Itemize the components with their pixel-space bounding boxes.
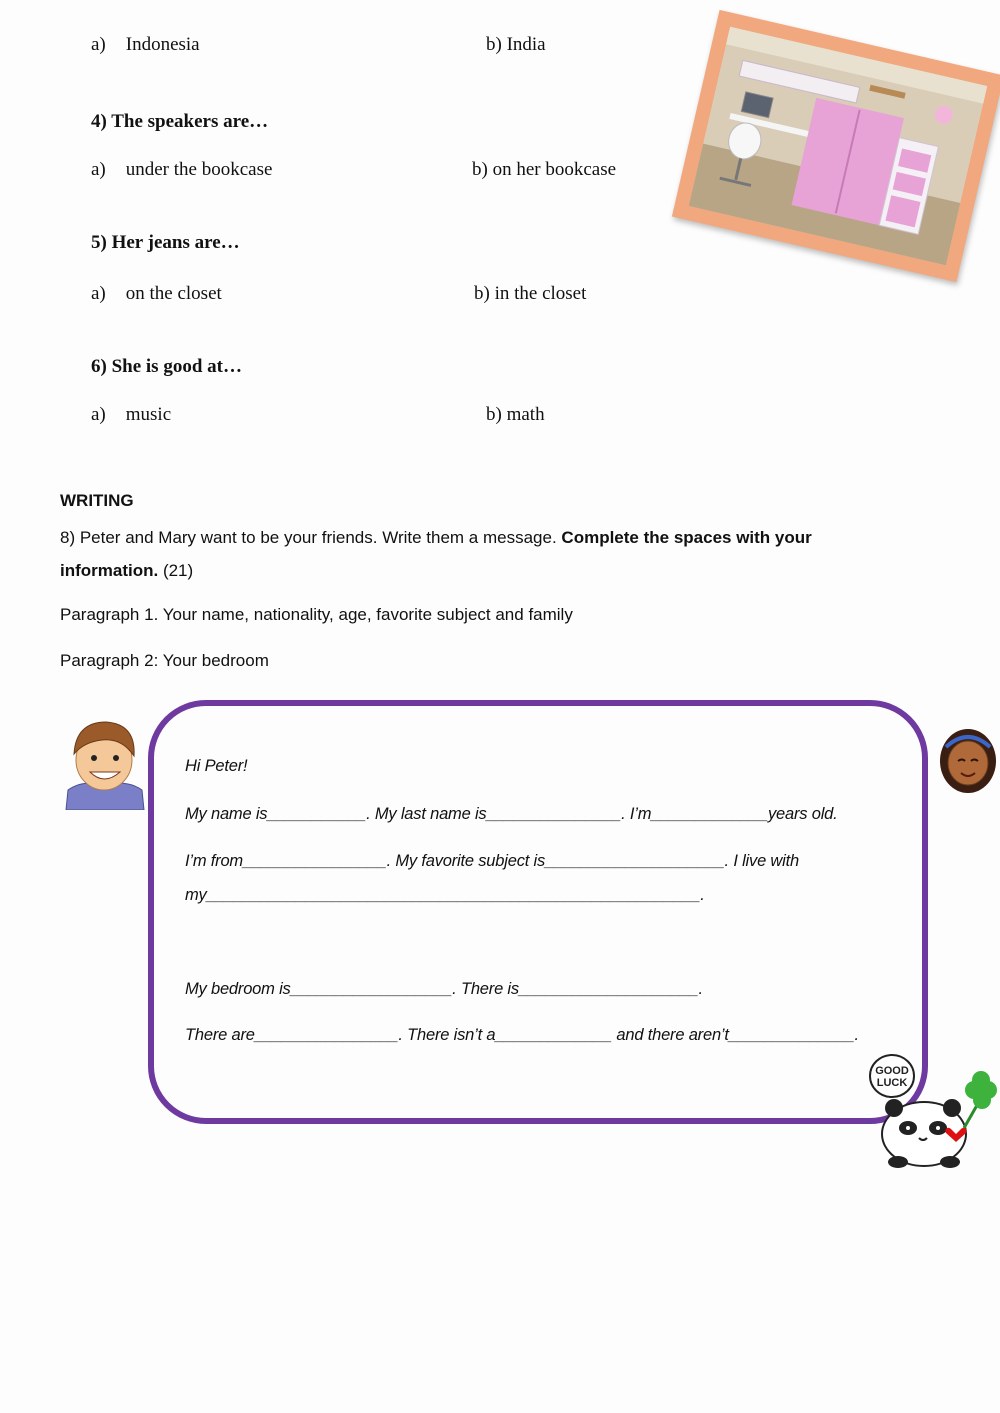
q6-option-a bbox=[91, 404, 171, 426]
message-line-name[interactable]: My name is___________. My last name is_______________. I’m_____________years old. bbox=[185, 805, 838, 823]
sticker-text-luck: LUCK bbox=[876, 1077, 908, 1089]
q4-option-a bbox=[91, 159, 272, 181]
message-box bbox=[148, 700, 928, 1124]
q3-option-b: b) India bbox=[486, 34, 546, 55]
paragraph1-instruction: Paragraph 1. Your name, nationality, age, favorite subject and family bbox=[60, 605, 573, 624]
message-line-bedroom[interactable]: My bedroom is__________________. There is____________________. bbox=[185, 980, 703, 998]
good-luck-panda-sticker bbox=[864, 1050, 1000, 1172]
q5-option-a-label: a) bbox=[91, 283, 106, 304]
q3-option-a-label: a) bbox=[91, 34, 106, 55]
writing-heading: WRITING bbox=[60, 491, 134, 510]
q6-option-a-text: music bbox=[125, 404, 172, 425]
girl-clipart bbox=[938, 725, 998, 793]
q5-option-a-text: on the closet bbox=[125, 283, 222, 304]
message-line-from[interactable]: I’m from________________. My favorite subject is____________________. I live with bbox=[185, 852, 799, 870]
message-greeting: Hi Peter! bbox=[185, 757, 248, 775]
q6-option-b: b) math bbox=[486, 404, 545, 425]
q4-option-b: b) on her bookcase bbox=[472, 159, 617, 180]
q5-question: 5) Her jeans are… bbox=[91, 232, 240, 253]
paragraph2-instruction: Paragraph 2: Your bedroom bbox=[60, 651, 269, 670]
q6-question: 6) She is good at… bbox=[91, 356, 242, 377]
writing-instruction-line2 bbox=[60, 561, 193, 581]
writing-instruction-line1 bbox=[60, 528, 812, 548]
q4-question: 4) The speakers are… bbox=[91, 111, 269, 132]
q6-option-a-label: a) bbox=[91, 404, 106, 425]
message-line-there-are[interactable]: There are________________. There isn’t a_____________ and there aren’t______________. bbox=[185, 1026, 859, 1044]
q4-option-a-text: under the bookcase bbox=[125, 159, 273, 180]
q3-option-a bbox=[91, 34, 200, 56]
instruction-prefix: 8) Peter and Mary want to be your friends. Write them a message. bbox=[60, 528, 562, 547]
bedroom-photo bbox=[672, 10, 1000, 282]
instruction-points: (21) bbox=[158, 561, 194, 580]
q4-option-a-label: a) bbox=[91, 159, 106, 180]
instruction-bold-1: Complete the spaces with your bbox=[561, 528, 812, 547]
q5-option-b: b) in the closet bbox=[474, 283, 587, 304]
q5-option-a bbox=[91, 283, 222, 305]
bedroom-illustration bbox=[689, 27, 988, 266]
sticker-text-good: GOOD bbox=[875, 1065, 909, 1077]
boy-clipart bbox=[62, 718, 146, 810]
message-line-family[interactable]: my_______________________________________________________. bbox=[185, 886, 705, 904]
instruction-bold-2: information. bbox=[60, 561, 159, 580]
q3-option-a-text: Indonesia bbox=[125, 34, 200, 55]
